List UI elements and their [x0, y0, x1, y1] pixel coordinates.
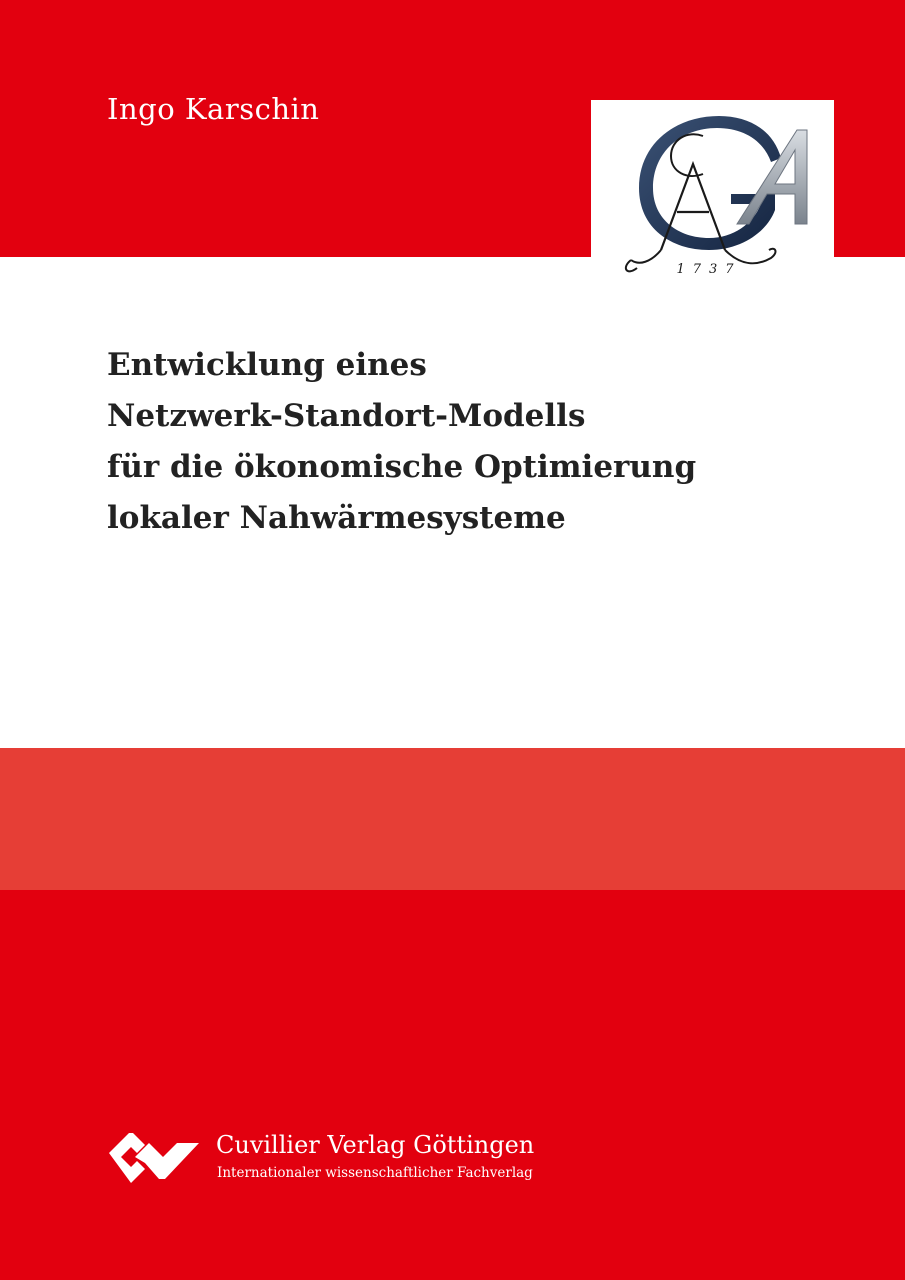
seal-logo-icon	[591, 100, 834, 277]
title-line: lokaler Nahwärmesysteme	[107, 500, 566, 536]
seal-year: 1737	[676, 262, 742, 277]
author-name: Ingo Karschin	[107, 92, 320, 126]
book-title	[107, 340, 807, 544]
bottom-red-band	[0, 890, 905, 1280]
seal-letter-g	[639, 116, 781, 250]
title-line: für die ökonomische Optimierung	[107, 449, 697, 485]
title-line: Entwicklung eines	[107, 347, 427, 383]
publisher-name: Cuvillier Verlag Göttingen	[216, 1131, 535, 1159]
university-seal	[591, 100, 834, 277]
publisher-logo-icon	[107, 1133, 202, 1183]
title-line: Netzwerk-Standort-Modells	[107, 398, 586, 434]
light-red-band	[0, 748, 905, 890]
publisher-tagline: Internationaler wissenschaftlicher Fachverlag	[217, 1165, 533, 1181]
